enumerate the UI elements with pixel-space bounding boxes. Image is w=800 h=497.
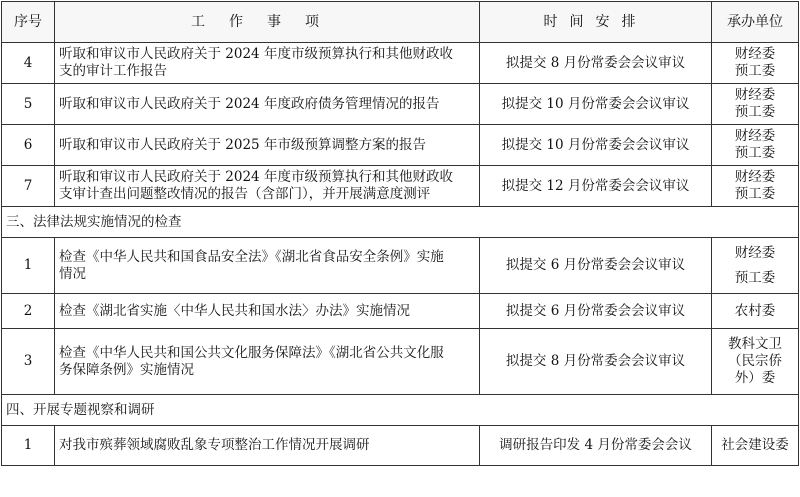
row-task: 听取和审议市人民政府关于 2024 年度市级预算执行和其他财政收 支的审计工作报告 [55,43,480,84]
row-time: 拟提交 8 月份常委会会议审议 [480,329,712,395]
row-time: 拟提交 10 月份常委会会议审议 [480,84,712,125]
row-unit: 社会建设委 [712,426,799,466]
row-no: 7 [2,166,55,207]
table-row [2,329,799,395]
table-row [2,294,799,329]
row-task: 听取和审议市人民政府关于 2024 年度市级预算执行和其他财政收 支审计查出问题整改情况的报告（含部门），并开展满意度测评 [55,166,480,207]
row-no: 6 [2,125,55,166]
table-row [2,43,799,84]
work-plan-table [1,1,799,466]
row-unit: 教科文卫 （民宗侨 外）委 [712,329,799,395]
header-time: 时间安排 [480,2,712,43]
row-time: 拟提交 6 月份常委会会议审议 [480,238,712,294]
table-row [2,166,799,207]
row-unit: 农村委 [712,294,799,329]
header-unit: 承办单位 [712,2,799,43]
row-no: 1 [2,238,55,294]
section-row [2,395,799,426]
row-no: 1 [2,426,55,466]
header-no: 序号 [2,2,55,43]
row-task: 检查《中华人民共和国食品安全法》《湖北省食品安全条例》实施 情况 [55,238,480,294]
header-row [2,2,799,43]
row-time: 拟提交 8 月份常委会会议审议 [480,43,712,84]
row-no: 3 [2,329,55,395]
row-time: 拟提交 12 月份常委会会议审议 [480,166,712,207]
row-time: 拟提交 6 月份常委会会议审议 [480,294,712,329]
row-time: 调研报告印发 4 月份常委会会议 [480,426,712,466]
row-task: 检查《湖北省实施〈中华人民共和国水法〉办法》实施情况 [55,294,480,329]
row-task: 听取和审议市人民政府关于 2025 年市级预算调整方案的报告 [55,125,480,166]
row-task: 听取和审议市人民政府关于 2024 年度政府债务管理情况的报告 [55,84,480,125]
section-title: 四、开展专题视察和调研 [2,395,799,426]
row-unit: 财经委 预工委 [712,84,799,125]
row-unit: 财经委 预工委 [712,43,799,84]
header-task: 工作事项 [55,2,480,43]
table-row [2,426,799,466]
row-no: 5 [2,84,55,125]
row-unit: 财经委 预工委 [712,166,799,207]
table-row [2,84,799,125]
row-unit: 财经委 预工委 [712,125,799,166]
section-title: 三、法律法规实施情况的检查 [2,207,799,238]
table-row [2,238,799,294]
row-task: 检查《中华人民共和国公共文化服务保障法》《湖北省公共文化服 务保障条例》实施情况 [55,329,480,395]
row-unit: 财经委 预工委 [712,238,799,294]
section-row [2,207,799,238]
row-task: 对我市殡葬领域腐败乱象专项整治工作情况开展调研 [55,426,480,466]
table-row [2,125,799,166]
row-no: 4 [2,43,55,84]
row-time: 拟提交 10 月份常委会会议审议 [480,125,712,166]
row-no: 2 [2,294,55,329]
